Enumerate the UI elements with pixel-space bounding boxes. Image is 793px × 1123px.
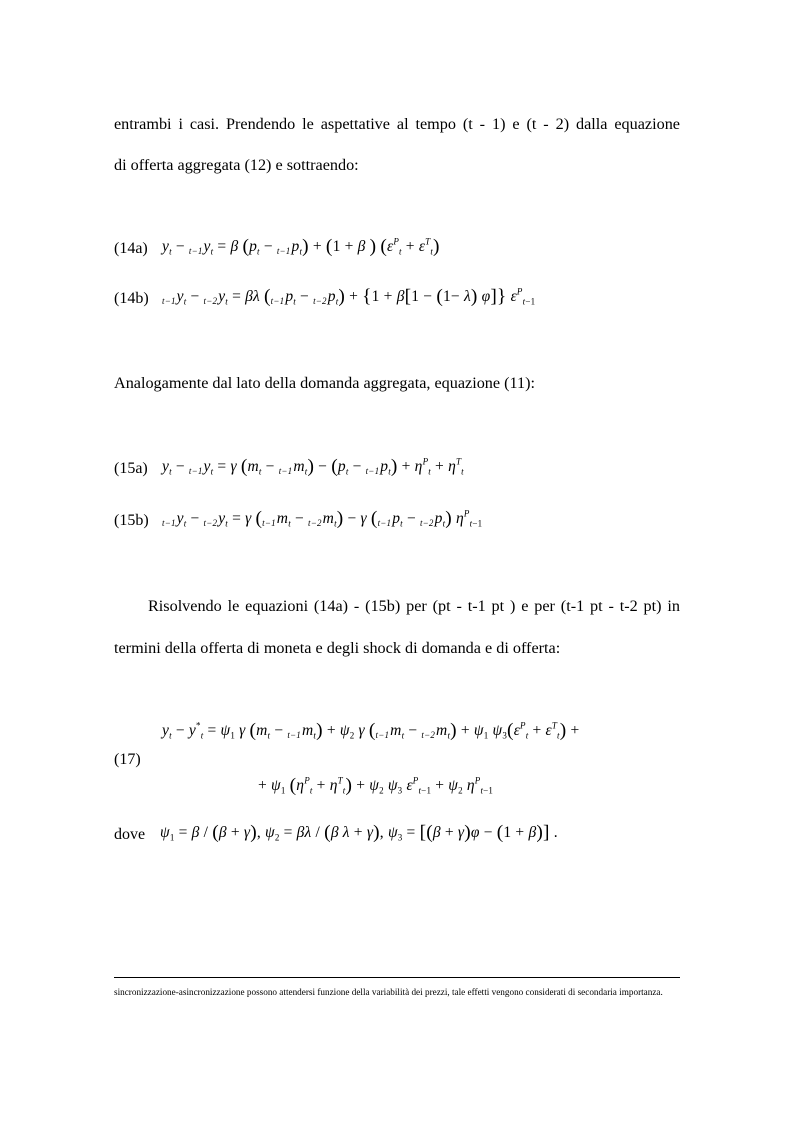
equation-label-14a: (14a): [114, 240, 148, 257]
equation-17-line-1: $y_t - y^*_t = \psi_1$ γ $(m_t - _{t-1}m_t) + \psi_2$ γ $(_{t-1}m_t - _{t-2}m_t) + \psi_1$ $\psi_3(\varepsilon^P_t + \varepsilon^T_t)$ +: [162, 720, 580, 742]
footnote-text: sincronizzazione-asincronizzazione possono attendersi funzione della variabilità dei prezzi, tale effetti vengono considerati di secondaria importanza.: [114, 987, 663, 997]
paragraph-line-2: [114, 157, 680, 173]
equation-14a: $y_t - _{t-1}y_t = \beta$ $(p_t - _{t-1}p_t) + (1 + \beta$ ) $(\varepsilon^P_t + \varepsilon^T_t)$: [162, 236, 440, 258]
paragraph-line-1: [114, 116, 680, 132]
dove-word: dove: [114, 826, 146, 843]
paragraph-line-3: [114, 375, 680, 391]
equation-17-line-2: + $\psi_1$ $(\eta^P_t + \eta^T_t) + \psi_2$ $\psi_3$ $\varepsilon^P_{t-1} + \psi_2$ $\eta^P_{t-1}$: [258, 775, 494, 797]
footnote-separator: [114, 977, 680, 978]
equation-label-15a: (15a): [114, 460, 148, 477]
equation-label-14b: (14b): [114, 290, 149, 307]
equation-label-15b: (15b): [114, 512, 149, 529]
psi-definitions: $\psi_1 = \beta / (\beta + \gamma)$, $\psi_2 = \beta\lambda / (\beta$ λ + γ), $\psi_3 = [(\beta + \gamma)\varphi - (1 + \beta)]$ .: [160, 822, 558, 844]
paragraph-line-4: [114, 598, 680, 614]
line3-text: Analogamente dal lato della domanda aggregata, equazione (11):: [114, 374, 535, 392]
equation-14b: $_{t-1}y_t - _{t-2}y_t = \beta\lambda$ $(_{t-1}p_t - _{t-2}p_t) + \{1 + \beta[1 - (1- \lambda)$ φ]} $\varepsilon^P_{t-1}$: [162, 286, 536, 308]
paragraph-line-5: [114, 640, 680, 656]
equation-15a: $y_t - _{t-1}y_t = \gamma$ $(m_t - _{t-1}m_t) - (p_t - _{t-1}p_t) + \eta^P_t + \eta^T_t$: [162, 456, 464, 478]
line1-text: entrambi i casi. Prendendo le aspettative al tempo (t - 1) e (t - 2) dalla equazione: [114, 115, 680, 133]
line2-text: di offerta aggregata (12) e sottraendo:: [114, 156, 359, 174]
equation-15b: $_{t-1}y_t - _{t-2}y_t = \gamma$ $(_{t-1}m_t - _{t-2}m_t) - \gamma$ $(_{t-1}p_t - _{t-2}p_t)$ $\eta^P_{t-1}$: [162, 508, 483, 530]
line4-text: Risolvendo le equazioni (14a) - (15b) per (pt - t-1 pt ) e per (t-1 pt - t-2 pt) in: [148, 597, 680, 615]
line5-text: termini della offerta di moneta e degli shock di domanda e di offerta:: [114, 639, 561, 657]
equation-label-17: (17): [114, 751, 141, 768]
